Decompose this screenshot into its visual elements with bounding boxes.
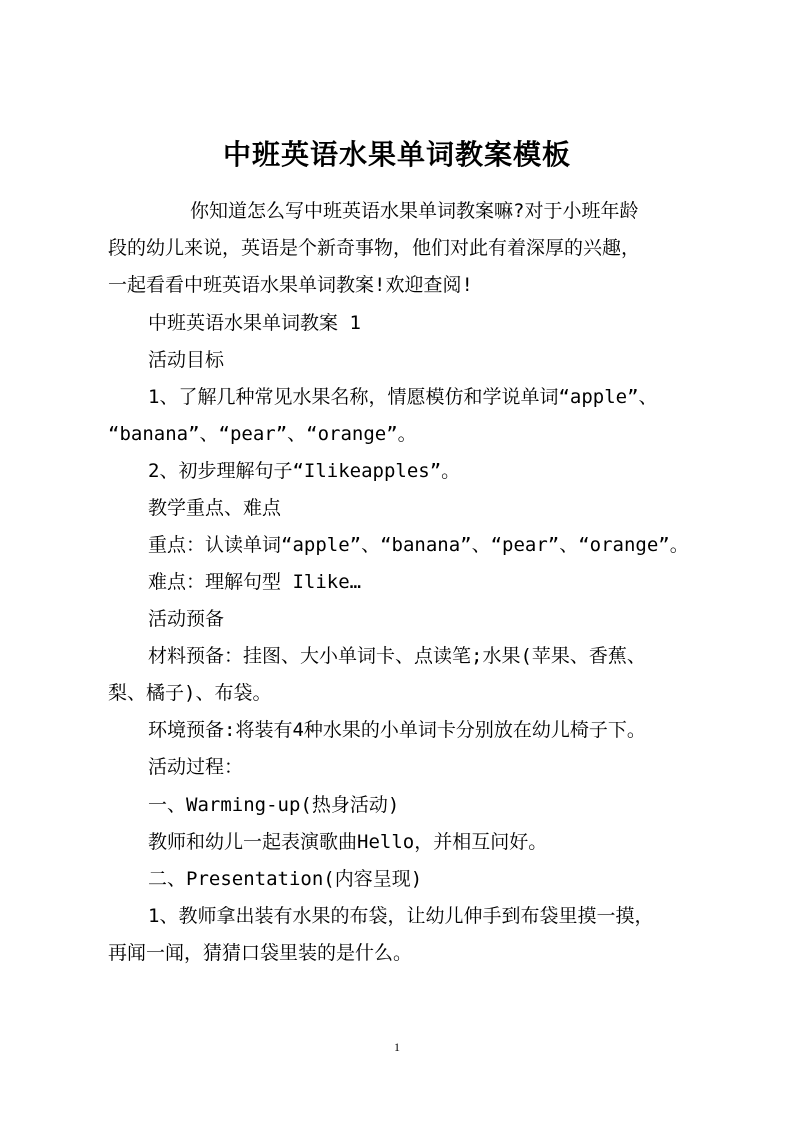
- paragraph-line: 2、初步理解句子“Ilikeapples”。: [148, 460, 461, 482]
- paragraph-line: 环境预备:将装有4种水果的小单词卡分别放在幼儿椅子下。: [148, 719, 646, 741]
- paragraph-line: “banana”、“pear”、“orange”。: [108, 423, 417, 445]
- intro-line-1: 你知道怎么写中班英语水果单词教案嘛?对于小班年龄: [190, 200, 639, 222]
- subheading-objectives: 活动目标: [148, 349, 225, 371]
- paragraph-line: 再闻一闻，猜猜口袋里装的是什么。: [108, 942, 413, 964]
- subheading-process: 活动过程：: [148, 756, 244, 778]
- paragraph-line: 梨、橘子)、布袋。: [108, 682, 272, 704]
- page-number: 1: [394, 1040, 400, 1054]
- document-title: 中班英语水果单词教案模板: [222, 138, 571, 171]
- paragraph-line: 1、教师拿出装有水果的布袋，让幼儿伸手到布袋里摸一摸，: [148, 905, 654, 927]
- paragraph-line: 一、Warming-up(热身活动): [148, 794, 400, 816]
- intro-line-2: 段的幼儿来说，英语是个新奇事物，他们对此有着深厚的兴趣，: [108, 237, 641, 259]
- subheading-key-points: 教学重点、难点: [148, 497, 282, 519]
- paragraph-line: 材料预备：挂图、大小单词卡、点读笔;水果(苹果、香蕉、: [148, 645, 646, 667]
- subheading-preparation: 活动预备: [148, 608, 225, 630]
- paragraph-line: 1、了解几种常见水果名称，情愿模仿和学说单词“apple”、: [148, 386, 658, 408]
- paragraph-line: 教师和幼儿一起表演歌曲Hello，并相互问好。: [148, 831, 548, 853]
- paragraph-line: 重点：认读单词“apple”、“banana”、“pear”、“orange”。: [148, 534, 689, 556]
- paragraph-line: 二、Presentation(内容呈现): [148, 868, 423, 890]
- intro-line-3: 一起看看中班英语水果单词教案!欢迎查阅!: [108, 274, 473, 296]
- section-heading: 中班英语水果单词教案 1: [148, 312, 361, 334]
- paragraph-line: 难点：理解句型 Ilike…: [148, 571, 362, 593]
